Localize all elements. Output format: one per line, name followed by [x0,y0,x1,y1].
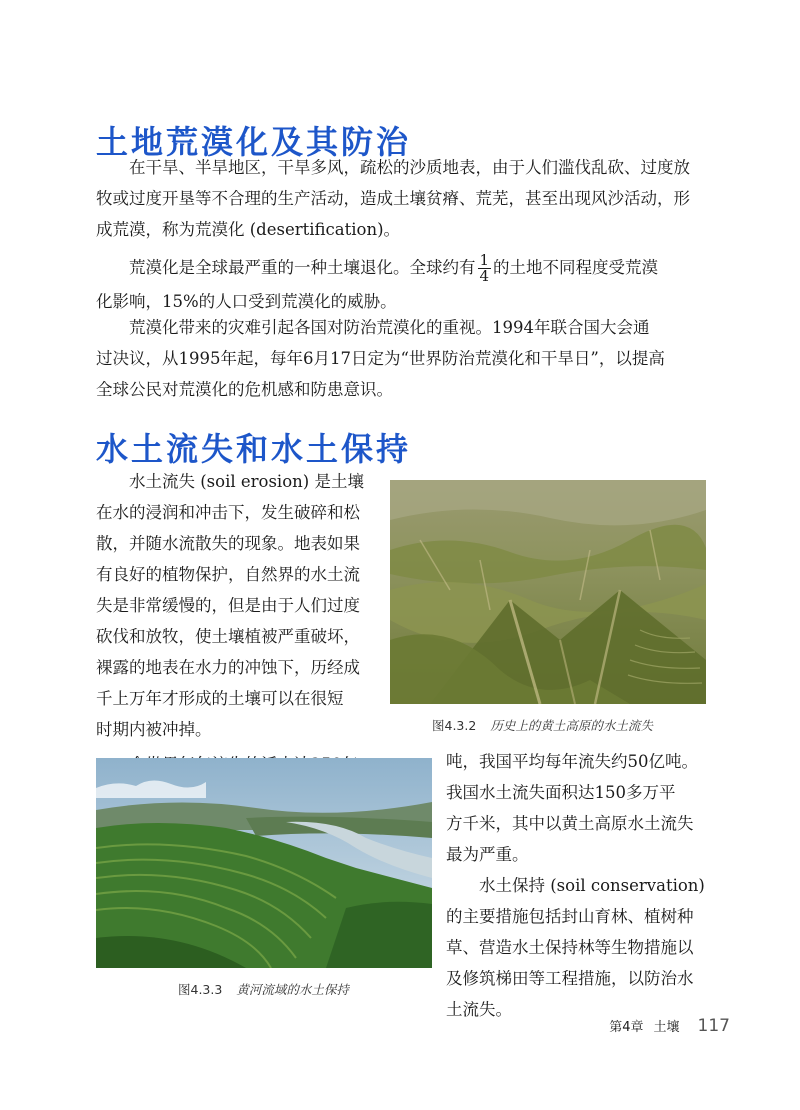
text-line: 散，并随水流散失的现象。地表如果 [96,534,360,553]
figure-number: 图4.3.3 [178,982,223,997]
text-line: 在水的浸润和冲击下，发生破碎和松 [96,503,360,522]
text-line: 千上万年才形成的土壤可以在很短 [96,689,344,708]
text-line: 时期内被冲掉。 [96,720,212,739]
text-line: 在干旱、半旱地区，干旱多风，疏松的沙质地表，由于人们滥伐乱砍、过度放 [129,158,690,177]
figure-caption-yellow-river [178,980,349,998]
text-line: 方千米，其中以黄土高原水土流失 [446,814,694,833]
text-line [96,252,708,284]
paragraph-desertification-extent [96,252,708,317]
paragraph-soil-erosion-right-column [446,746,716,1025]
paragraph-desertification-definition [96,152,708,245]
text-line: 的主要措施包括封山育林、植树种 [446,907,694,926]
section-heading-soil-erosion: 水土流失和水土保持 [96,430,412,468]
fraction-denominator: 4 [479,267,490,285]
text-line: 成荒漠，称为荒漠化 (desertification)。 [96,220,401,239]
loess-plateau-erosion-photo [390,480,706,704]
text-line: 裸露的地表在水力的冲蚀下，历经成 [96,658,360,677]
text-line: 水土流失 (soil erosion) 是土壤 [129,472,364,491]
text-line: 土流失。 [446,1000,512,1019]
text-line: 砍伐和放牧，使土壤植被严重破坏， [96,627,360,646]
text-line: 草、营造水土保持林等生物措施以 [446,938,694,957]
fraction [478,253,492,284]
loess-plateau-illustration [390,480,706,704]
text-line: 牧或过度开垦等不合理的生产活动，造成土壤贫瘠、荒芜，甚至出现风沙活动，形 [96,189,690,208]
fraction-numerator: 1 [479,251,490,269]
text-line: 有良好的植物保护，自然界的水土流 [96,565,360,584]
text-line: 化影响，15%的人口受到荒漠化的威胁。 [96,292,397,311]
text-fragment: 的土地不同程度受荒漠 [493,258,659,277]
text-line: 全球公民对荒漠化的危机感和防患意识。 [96,380,393,399]
paragraph-desertification-response [96,312,708,405]
chapter-name: 土壤 [653,1020,680,1035]
text-line: 吨，我国平均每年流失约50亿吨。 [446,752,698,771]
text-line: 失是非常缓慢的，但是由于人们过度 [96,596,360,615]
figure-caption-loess-plateau [432,716,653,734]
figure-title: 历史上的黄土高原的水土流失 [490,718,653,733]
page-number: 117 [697,1016,730,1036]
text-line: 荒漠化带来的灾难引起各国对防治荒漠化的重视。1994年联合国大会通 [129,318,650,337]
text-line: 水土保持 (soil conservation) [479,876,705,895]
paragraph-soil-erosion-left-column [96,466,386,780]
page-footer [609,1016,730,1036]
section-heading-desertification: 土地荒漠化及其防治 [96,123,412,161]
text-fragment: 荒漠化是全球最严重的一种土壤退化。全球约有 [129,258,476,277]
text-line: 及修筑梯田等工程措施，以防治水 [446,969,694,988]
text-line: 我国水土流失面积达150多万平 [446,783,676,802]
yellow-river-terrace-photo [96,758,432,968]
text-line: 过决议，从1995年起，每年6月17日定为“世界防治荒漠化和干旱日”，以提高 [96,349,665,368]
yellow-river-illustration [96,758,432,968]
figure-number: 图4.3.2 [432,718,477,733]
text-line: 最为严重。 [446,845,529,864]
figure-title: 黄河流域的水土保持 [236,982,349,997]
chapter-number: 第4章 [609,1020,644,1035]
